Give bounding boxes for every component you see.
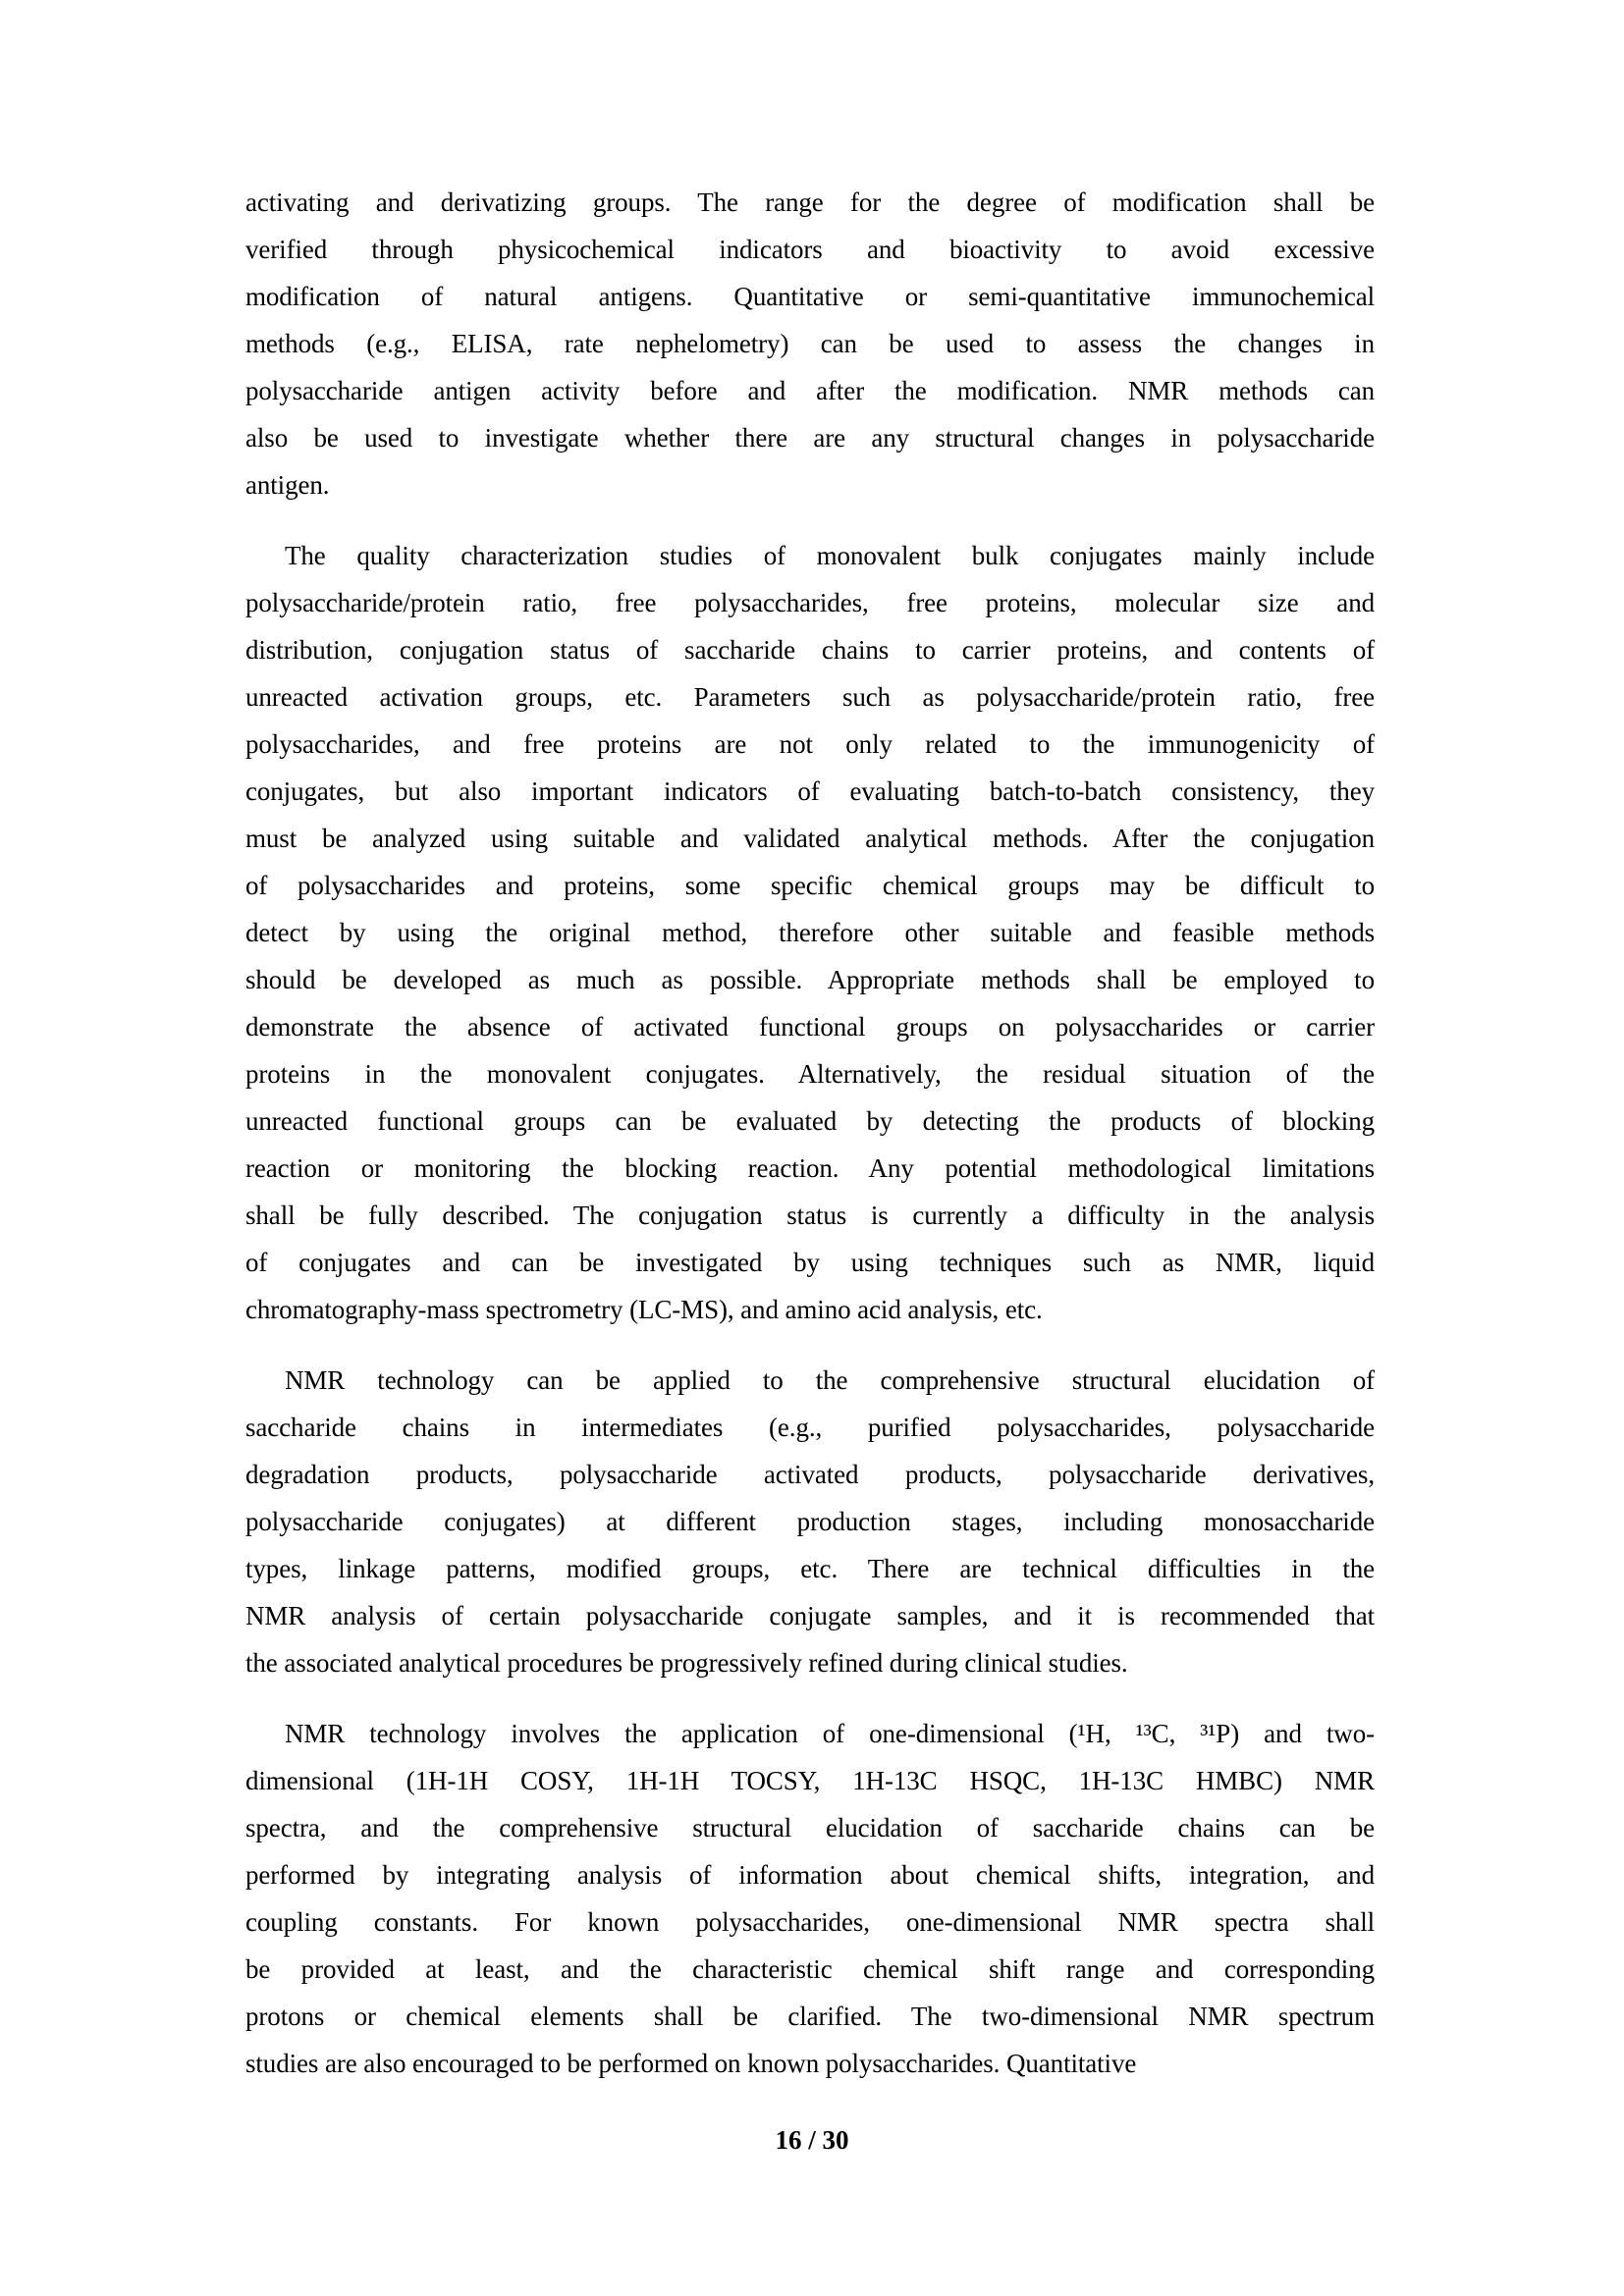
- text-line: modification of natural antigens. Quantitative or semi-quantitative immunochemical: [245, 282, 1375, 311]
- text-line: types, linkage patterns, modified groups, etc. There are technical difficulties in the: [245, 1554, 1375, 1583]
- text-line: spectra, and the comprehensive structural elucidation of saccharide chains can be: [245, 1813, 1375, 1842]
- text-line: polysaccharide antigen activity before and after the modification. NMR methods can: [245, 376, 1375, 405]
- text-line: The quality characterization studies of monovalent bulk conjugates mainly include: [285, 541, 1375, 570]
- paragraph: [245, 179, 1375, 508]
- text-line: polysaccharide/protein ratio, free polysaccharides, free proteins, molecular size and: [245, 588, 1375, 617]
- text-line: must be analyzed using suitable and validated analytical methods. After the conjugation: [245, 824, 1375, 853]
- text-line: shall be fully described. The conjugation status is currently a difficulty in the analysis: [245, 1201, 1375, 1230]
- text-line: protons or chemical elements shall be clarified. The two-dimensional NMR spectrum: [245, 2002, 1375, 2031]
- text-line: degradation products, polysaccharide activated products, polysaccharide derivatives,: [245, 1460, 1375, 1489]
- text-line: polysaccharides, and free proteins are not only related to the immunogenicity of: [245, 729, 1375, 759]
- text-line: the associated analytical procedures be progressively refined during clinical studies.: [245, 1648, 1128, 1678]
- text-line: unreacted functional groups can be evaluated by detecting the products of blocking: [245, 1106, 1375, 1136]
- text-line: chromatography-mass spectrometry (LC-MS), and amino acid analysis, etc.: [245, 1295, 1043, 1324]
- text-line: coupling constants. For known polysaccharides, one-dimensional NMR spectra shall: [245, 1907, 1375, 1937]
- page-number: 16 / 30: [775, 2125, 849, 2155]
- text-line: performed by integrating analysis of information about chemical shifts, integration, and: [245, 1860, 1375, 1890]
- text-line: detect by using the original method, therefore other suitable and feasible methods: [245, 918, 1375, 947]
- text-line: antigen.: [245, 470, 330, 500]
- paragraph: [245, 532, 1375, 1333]
- text-line: verified through physicochemical indicators and bioactivity to avoid excessive: [245, 235, 1375, 264]
- document-body: [245, 179, 1375, 2110]
- text-line: reaction or monitoring the blocking reaction. Any potential methodological limitations: [245, 1153, 1375, 1183]
- text-line: proteins in the monovalent conjugates. Alternatively, the residual situation of the: [245, 1059, 1375, 1089]
- text-line: NMR technology involves the application of one-dimensional (¹H, ¹³C, ³¹P) and two-: [285, 1719, 1375, 1748]
- text-line: demonstrate the absence of activated functional groups on polysaccharides or carrier: [245, 1012, 1375, 1041]
- text-line: NMR technology can be applied to the comprehensive structural elucidation of: [285, 1365, 1375, 1395]
- text-line: should be developed as much as possible. Appropriate methods shall be employed to: [245, 965, 1375, 994]
- text-line: studies are also encouraged to be performed on known polysaccharides. Quantitative: [245, 2049, 1137, 2078]
- text-line: polysaccharide conjugates) at different production stages, including monosaccharide: [245, 1507, 1375, 1536]
- text-line: activating and derivatizing groups. The range for the degree of modification shall be: [245, 187, 1375, 217]
- text-line: be provided at least, and the characteristic chemical shift range and corresponding: [245, 1954, 1375, 1984]
- paragraph: [245, 1710, 1375, 2087]
- text-line: distribution, conjugation status of saccharide chains to carrier proteins, and contents of: [245, 635, 1375, 665]
- text-line: saccharide chains in intermediates (e.g., purified polysaccharides, polysaccharide: [245, 1413, 1375, 1442]
- paragraph: [245, 1357, 1375, 1686]
- text-line: NMR analysis of certain polysaccharide conjugate samples, and it is recommended that: [245, 1601, 1375, 1630]
- text-line: dimensional (1H-1H COSY, 1H-1H TOCSY, 1H-13C HSQC, 1H-13C HMBC) NMR: [245, 1766, 1375, 1795]
- text-line: of polysaccharides and proteins, some specific chemical groups may be difficult to: [245, 871, 1375, 900]
- text-line: unreacted activation groups, etc. Parameters such as polysaccharide/protein ratio, free: [245, 682, 1375, 712]
- text-line: of conjugates and can be investigated by using techniques such as NMR, liquid: [245, 1248, 1375, 1277]
- text-line: conjugates, but also important indicators of evaluating batch-to-batch consistency, they: [245, 776, 1375, 806]
- text-line: also be used to investigate whether there are any structural changes in polysaccharide: [245, 423, 1375, 453]
- text-line: methods (e.g., ELISA, rate nephelometry) can be used to assess the changes in: [245, 329, 1375, 358]
